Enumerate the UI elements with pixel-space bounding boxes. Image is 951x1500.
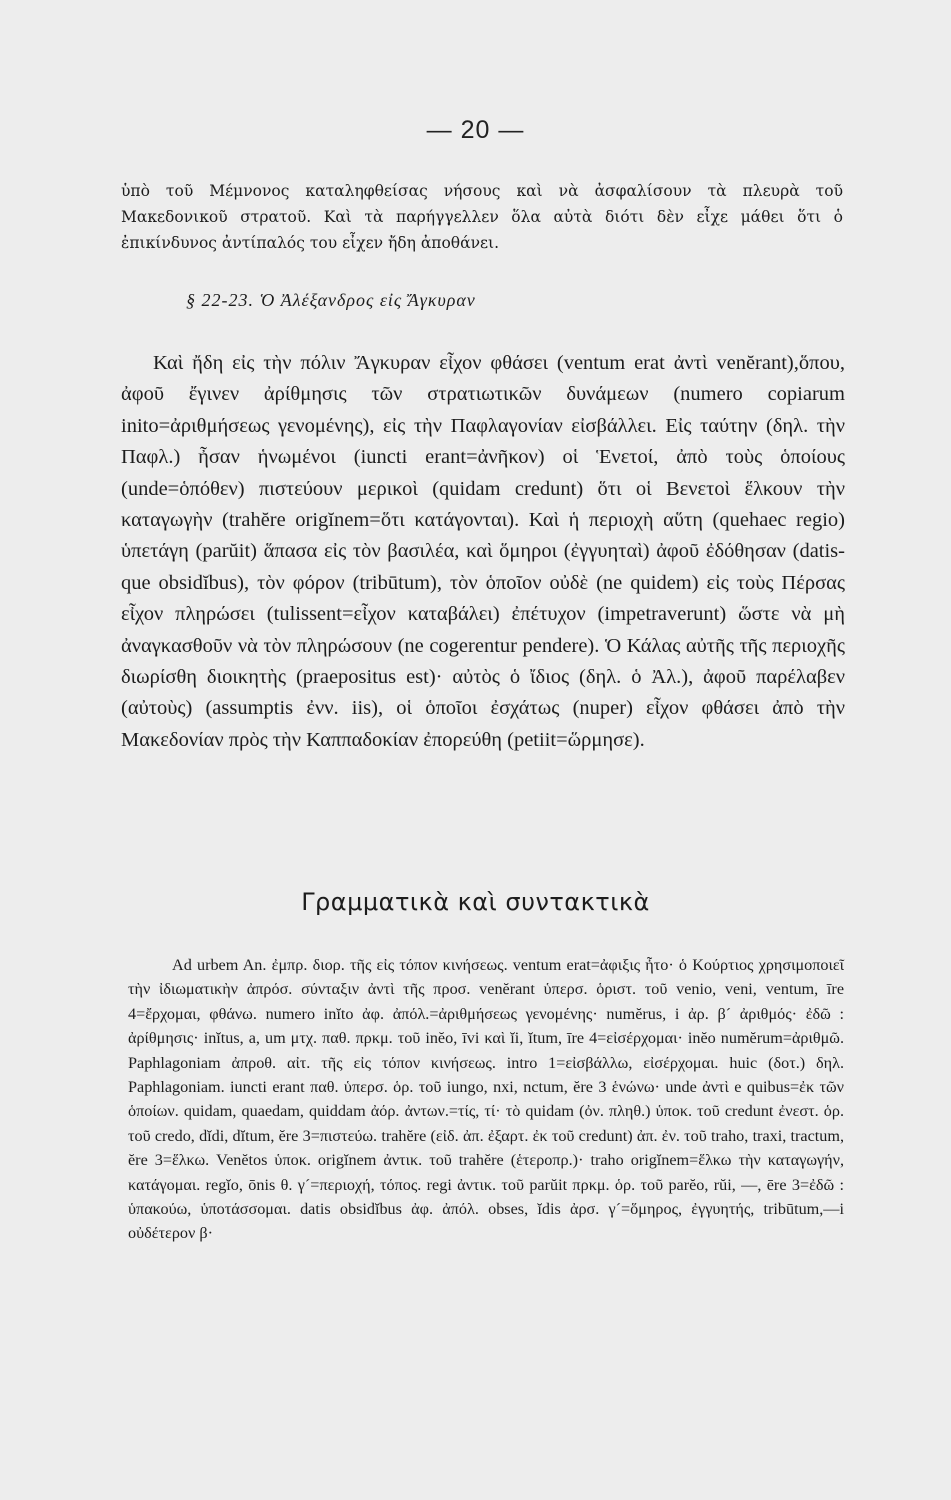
main-text [121,348,845,756]
notes-paragraph: Ad urbem An. ἐμπρ. διορ. τῆς εἰς τόπον κινήσεως. ventum erat=ἀφιξις ἦτο· ὁ Κούρτιος χρησιμοποιεῖ τὴν ἰδιωματικὴν ἀπρόσ. σύνταξιν ἀντὶ τῆς προσ. venĕrant ὑπερσ. ὁριστ. τοῦ venio, veni, ventum, īre 4=ἔρχομαι, φθάνω. numero inĭto ἀφ. ἀπόλ.=ἀριθμήσεως γενομένης· numĕrus, i ἀρ. β´ ἀριθμός· ἐδῶ : ἀρίθμησις· inĭtus, a, um μτχ. παθ. πρκμ. τοῦ inĕo, īvi καὶ ĭi, ĭtum, īre 4=εἰσέρχομαι· inĕo numĕrum=ἀριθμῶ. Paphlagoniam ἀπροθ. αἰτ. τῆς εἰς τόπον κινήσεως. intro 1=εἰσβάλλω, εἰσέρχομαι. huic (δοτ.) δηλ. Paphlagoniam. iuncti erant παθ. ὑπερσ. ὁρ. τοῦ iungo, nxi, nctum, ĕre 3 ἑνώνω· unde ἀντὶ e quibus=ἐκ τῶν ὁποίων. quidam, quaedam, quiddam ἀόρ. ἀντων.=τίς, τί· τὸ quidam (ὀν. πληθ.) ὑποκ. τοῦ credunt ἐνεστ. ὁρ. τοῦ credo, dĭdi, dĭtum, ĕre 3=πιστεύω. trahĕre (εἰδ. ἀπ. ἐξαρτ. ἐκ τοῦ credunt) ἀπ. ἐν. τοῦ traho, traxi, tractum, ĕre 3=ἕλκω. Venĕtos ὑποκ. origĭnem ἀντικ. τοῦ trahĕre (ἑτεροπρ.)· traho origĭnem=ἕλκω τὴν καταγωγήν, κατάγομαι. regĭo, ōnis θ. γ´=περιοχή, τόπος. regi ἀντικ. τοῦ parŭit πρκμ. ὁρ. τοῦ parĕo, rŭi, —, ēre 3=ἐδῶ : ὑπακούω, ὑποτάσσομαι. datis obsidĭbus ἀφ. ἀπόλ. obses, ĭdis ἀρσ. γ´=ὅμηρος, ἐγγυητής, tribūtum,—i οὐδέτερον β· [128,956,844,1243]
grammar-notes [128,953,844,1246]
main-paragraph: Καὶ ἤδη εἰς τὴν πόλιν Ἄγκυραν εἶχον φθάσει (ventum erat ἀντὶ venĕrant),ὅπου, ἀφοῦ ἔγινεν ἀρίθμησις τῶν στρατιωτικῶν δυνάμεων (numero copiarum inito=ἀριθμήσεως γενομένης), εἰς τὴν Παφλαγονίαν εἰσβάλλει. Εἰς ταύτην (δηλ. τὴν Παφλ.) ἦσαν ἡνωμένοι (iuncti erant=ἀνῆκον) οἱ Ἑνετοί, ἀπὸ τοὺς ὁποίους (unde=ὁπόθεν) πιστεύουν μερικοὶ (quidam credunt) ὅτι οἱ Βενετοὶ ἕλκουν τὴν καταγωγὴν (trahĕre origĭnem=ὅτι κατάγονται). Καὶ ἡ περιοχὴ αὕτη (quehaec regio) ὑπετάγη (parŭit) ἅπασα εἰς τὸν βασιλέα, καὶ ὅμηροι (ἐγγυηταὶ) ἀφοῦ ἐδόθησαν (datis-que obsidĭbus), τὸν φόρον (tribūtum), τὸν ὁποῖον οὐδὲ (ne quidem) εἰς τοὺς Πέρσας εἶχον πληρώσει (tulissent=εἶχον καταβάλει) ἐπέτυχον (impetraverunt) ὥστε νὰ μὴ ἀναγκασθοῦν νὰ τὸν πληρώσουν (ne cogerentur pendere). Ὁ Κάλας αὐτῆς τῆς περιοχῆς διωρίσθη διοικητὴς (praepositus est)· αὐτὸς ὁ ἴδιος (δηλ. ὁ Ἀλ.), ἀφοῦ παρέλαβεν (αὐτοὺς) (assumptis ἐνν. iis), οἱ ὁποῖοι ἐσχάτως (nuper) εἶχον φθάσει ἀπὸ τὴν Μακεδονίαν πρὸς τὴν Καππαδοκίαν ἐπορεύθη (petiit=ὥρμησε). [121,352,845,751]
intro-paragraph: ὑπὸ τοῦ Μέμνονος καταληφθείσας νήσους καὶ νὰ ἀσφαλίσουν τὰ πλευρὰ τοῦ Μακεδονικοῦ στρατοῦ. Καὶ τὰ παρήγγελλεν ὅλα αὐτὰ διότι δὲν εἶχε μάθει ὅτι ὁ ἐπικίνδυνος ἀντίπαλός του εἶχεν ἤδη ἀποθάνει. [121,182,843,252]
grammar-heading: Γραμματικὰ καὶ συντακτικὰ [301,888,650,916]
section-heading: § 22-23. Ὁ Ἀλέξανδρος εἰς Ἄγκυραν [186,290,476,310]
page-number: — 20 — [426,116,525,144]
